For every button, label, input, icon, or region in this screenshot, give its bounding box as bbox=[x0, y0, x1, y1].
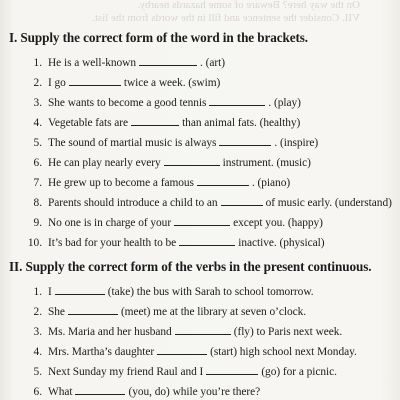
item-text-before: Next Sunday my friend Raul and I bbox=[48, 366, 204, 378]
item-text-before: He grew up to become a famous bbox=[48, 177, 194, 189]
item-text-before: The sound of martial music is always bbox=[48, 137, 217, 149]
exercise-item bbox=[27, 176, 290, 189]
exercise-item bbox=[27, 136, 318, 149]
item-text-after: . (piano) bbox=[251, 177, 291, 189]
item-text-after: (take) the bus with Sarah to school tomorrow. bbox=[107, 286, 314, 298]
item-number: 1. bbox=[33, 286, 42, 298]
answer-blank[interactable] bbox=[68, 305, 118, 315]
exercise-item bbox=[27, 56, 225, 69]
answer-blank[interactable] bbox=[206, 365, 258, 375]
item-text-after: (start) high school next Monday. bbox=[210, 346, 357, 358]
section-2-title: II. Supply the correct form of the verbs in the present continuous. bbox=[9, 259, 372, 274]
item-text-after: of music early. (understand) bbox=[265, 197, 392, 209]
answer-blank[interactable] bbox=[69, 76, 121, 86]
exercise-item bbox=[27, 116, 300, 129]
exercise-item bbox=[27, 345, 357, 358]
item-text-before: He can play nearly every bbox=[48, 157, 161, 169]
item-text-before: I bbox=[48, 286, 52, 298]
item-number: 2. bbox=[33, 77, 42, 89]
answer-blank[interactable] bbox=[131, 116, 179, 126]
item-text-after: inactive. (physical) bbox=[238, 237, 325, 249]
exercise-item bbox=[27, 156, 311, 169]
item-number: 3. bbox=[33, 97, 42, 109]
item-number: 7. bbox=[33, 177, 42, 189]
answer-blank[interactable] bbox=[175, 325, 231, 335]
item-text-before: What bbox=[48, 386, 73, 398]
answer-blank[interactable] bbox=[197, 176, 249, 186]
exercise-item bbox=[27, 285, 314, 298]
exercise-item bbox=[27, 76, 220, 89]
item-text-before: Ms. Maria and her husband bbox=[48, 326, 172, 338]
answer-blank[interactable] bbox=[55, 285, 105, 295]
bleed-through-text bbox=[0, 0, 400, 26]
item-text-after: . (inspire) bbox=[274, 137, 319, 149]
item-text-after: . (play) bbox=[268, 97, 301, 109]
item-number: 6. bbox=[33, 386, 42, 398]
exercise-item bbox=[27, 305, 306, 318]
exercise-item bbox=[27, 325, 342, 338]
item-text-before: Mrs. Martha’s daughter bbox=[48, 346, 155, 358]
exercise-item bbox=[27, 96, 301, 109]
item-text-before: It’s bad for your health to be bbox=[48, 237, 177, 249]
answer-blank[interactable] bbox=[174, 216, 230, 226]
answer-blank[interactable] bbox=[139, 56, 197, 66]
item-number: 6. bbox=[33, 157, 42, 169]
bleed-line: VII. Consider the sentence and fill in the words from the list. bbox=[92, 12, 360, 24]
item-number: 3. bbox=[33, 326, 42, 338]
item-text-before: He is a well-known bbox=[48, 57, 136, 69]
bleed-line: On the way here? Beware of some hazards nearby. bbox=[137, 0, 360, 11]
answer-blank[interactable] bbox=[219, 136, 271, 146]
item-text-before: Vegetable fats are bbox=[48, 117, 129, 129]
item-text-before: No one is in charge of your bbox=[48, 217, 172, 229]
item-text-before: I go bbox=[48, 77, 66, 89]
section-1-title: I. Supply the correct form of the word in the brackets. bbox=[9, 30, 308, 45]
answer-blank[interactable] bbox=[157, 345, 207, 355]
exercise-item bbox=[27, 216, 323, 229]
item-text-after: except you. (happy) bbox=[233, 217, 323, 229]
item-text-before: She wants to become a good tennis bbox=[48, 97, 207, 109]
item-text-before: Parents should introduce a child to an bbox=[48, 197, 218, 209]
item-number: 10. bbox=[27, 237, 42, 249]
exercise-item bbox=[27, 196, 392, 209]
item-number: 5. bbox=[33, 137, 42, 149]
answer-blank[interactable] bbox=[221, 196, 263, 206]
item-text-after: twice a week. (swim) bbox=[123, 77, 221, 89]
answer-blank[interactable] bbox=[75, 385, 125, 395]
item-text-after: (meet) me at the library at seven o’clock. bbox=[120, 306, 307, 318]
item-text-after: than animal fats. (healthy) bbox=[182, 117, 301, 129]
item-text-after: . (art) bbox=[200, 57, 225, 69]
exercise-item bbox=[27, 385, 260, 398]
item-number: 8. bbox=[33, 197, 42, 209]
item-number: 4. bbox=[33, 117, 42, 129]
answer-blank[interactable] bbox=[209, 96, 265, 106]
item-text-after: (fly) to Paris next week. bbox=[233, 326, 343, 338]
item-number: 2. bbox=[33, 306, 42, 318]
item-text-after: instrument. (music) bbox=[222, 157, 311, 169]
item-number: 1. bbox=[33, 57, 42, 69]
item-text-before: She bbox=[48, 306, 65, 318]
item-text-after: (you, do) while you’re there? bbox=[128, 386, 261, 398]
item-text-after: (go) for a picnic. bbox=[261, 366, 337, 378]
answer-blank[interactable] bbox=[164, 156, 220, 166]
answer-blank[interactable] bbox=[179, 236, 235, 246]
item-number: 9. bbox=[33, 217, 42, 229]
item-number: 4. bbox=[33, 346, 42, 358]
item-number: 5. bbox=[33, 366, 42, 378]
exercise-item bbox=[27, 365, 337, 378]
exercise-item bbox=[27, 236, 325, 249]
